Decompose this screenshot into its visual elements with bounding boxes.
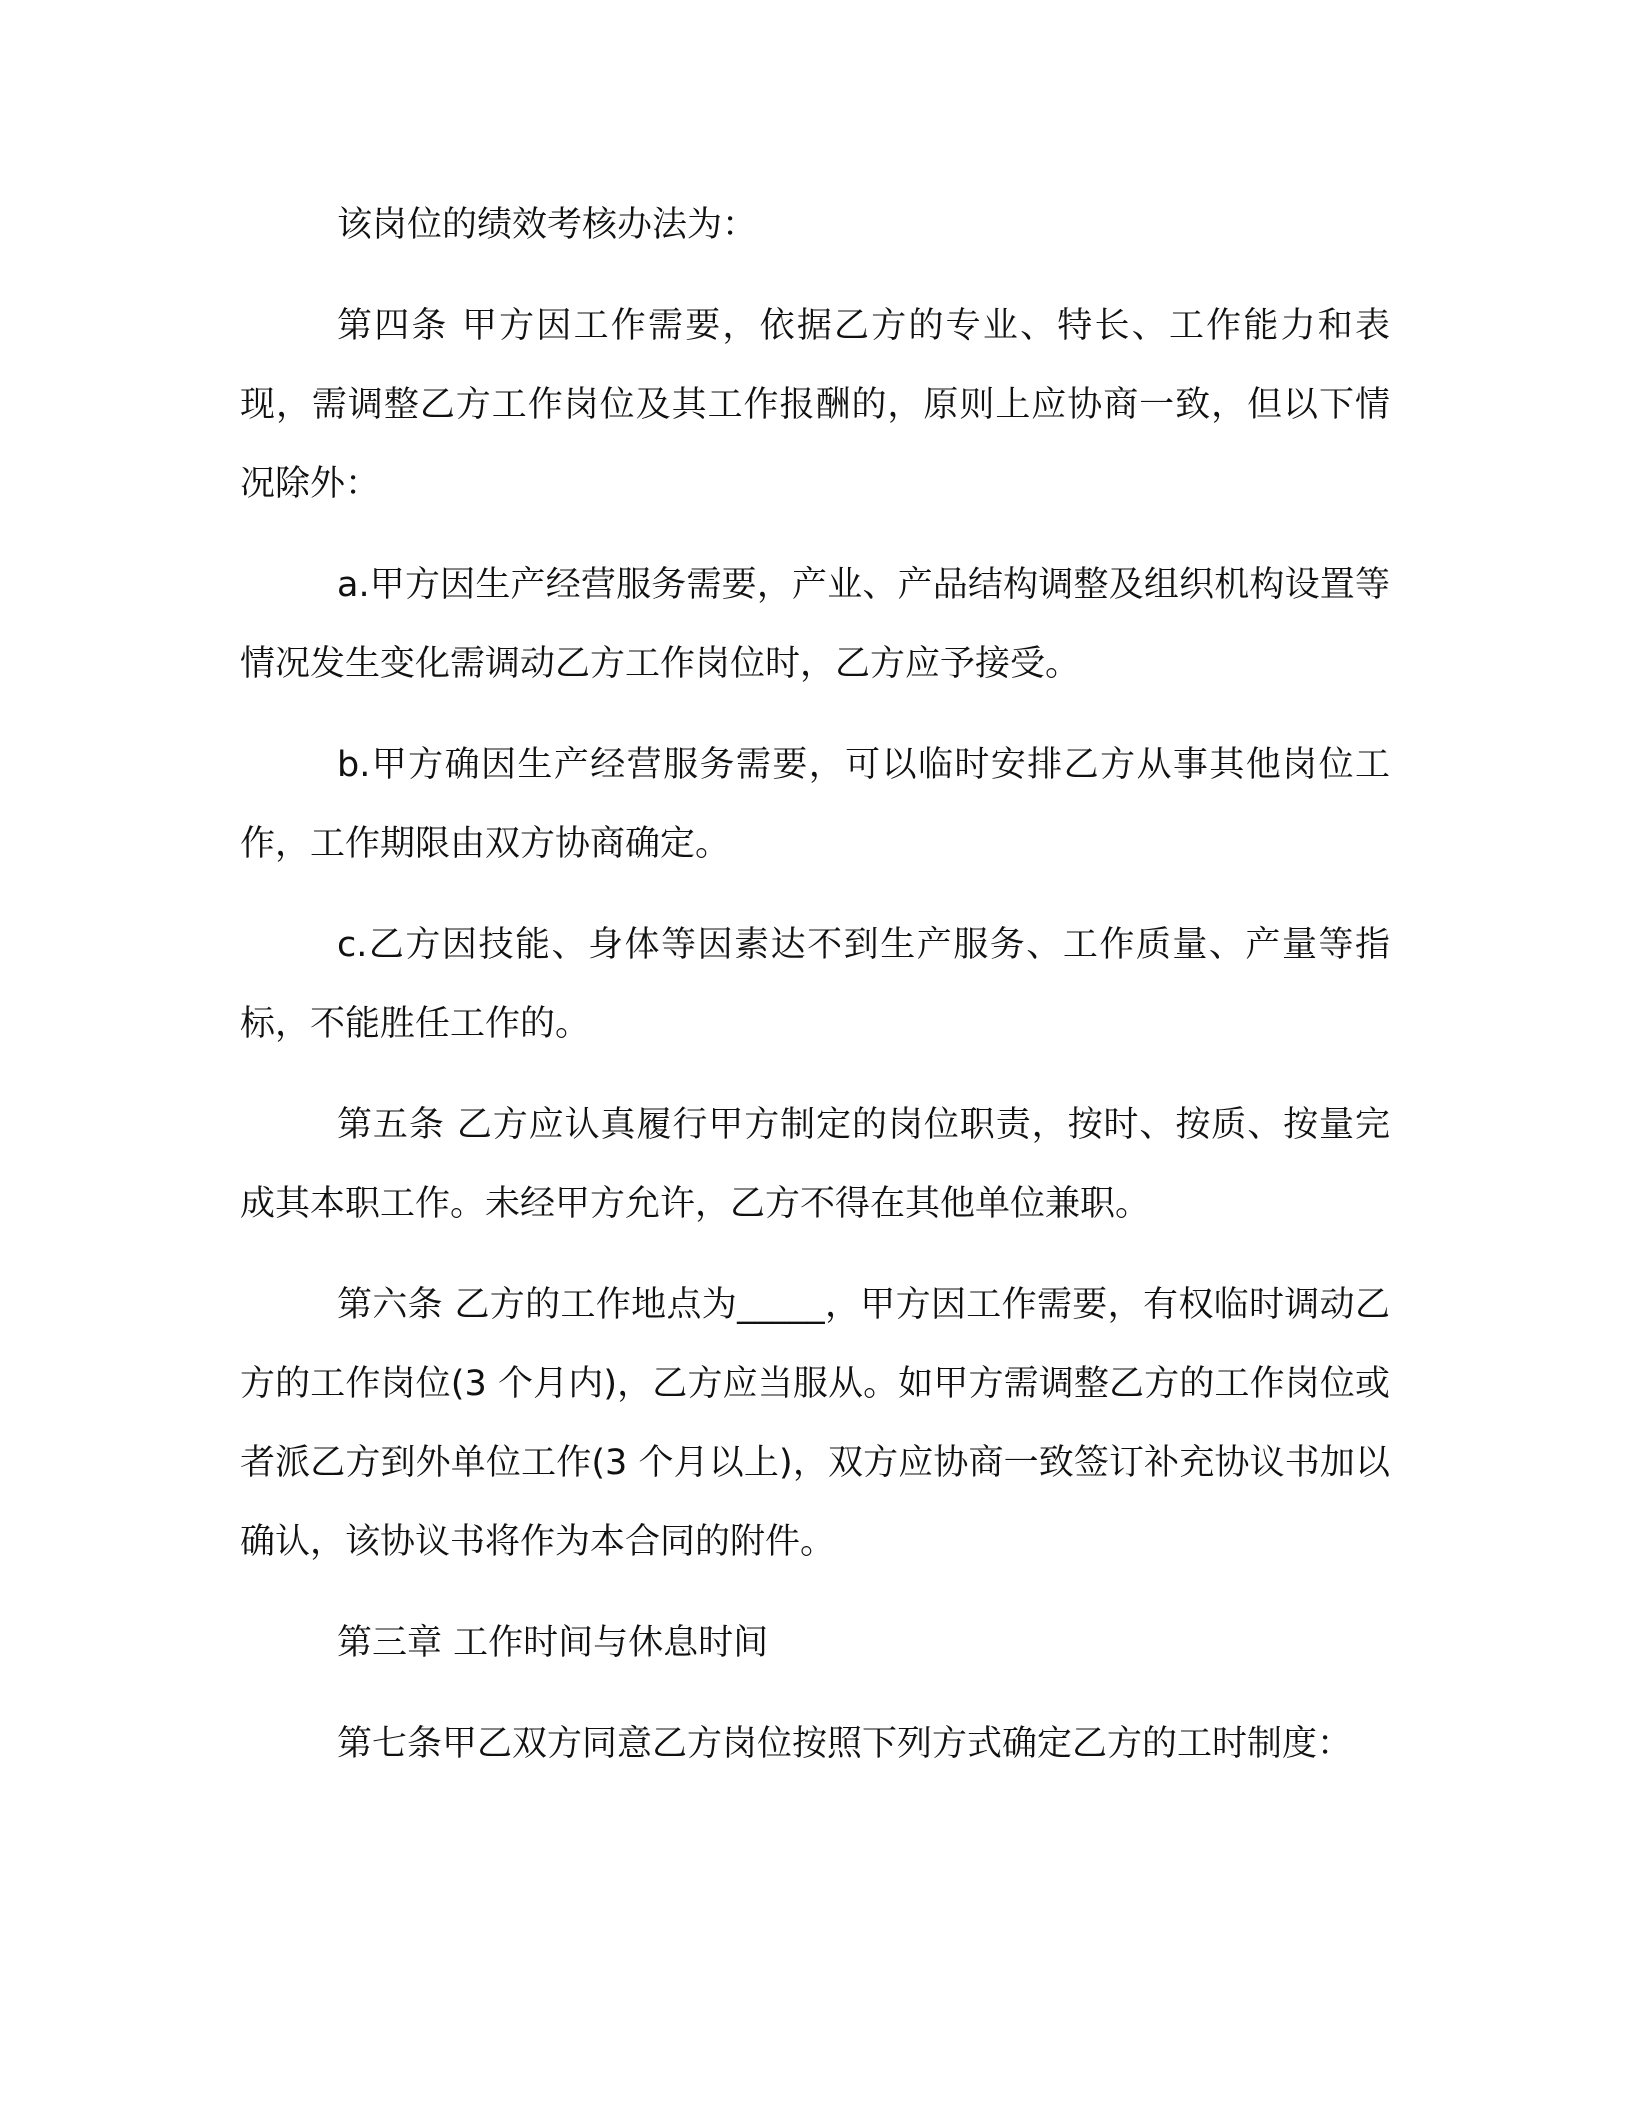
paragraph-item-a: a.甲方因生产经营服务需要，产业、产品结构调整及组织机构设置等情况发生变化需调动乙方工作岗位时，乙方应予接受。: [240, 565, 1390, 684]
paragraph-article-4: 第四条 甲方因工作需要，依据乙方的专业、特长、工作能力和表现，需调整乙方工作岗位及其工作报酬的，原则上应协商一致，但以下情况除外：: [240, 306, 1390, 504]
paragraph-article-5: 第五条 乙方应认真履行甲方制定的岗位职责，按时、按质、按量完成其本职工作。未经甲方允许，乙方不得在其他单位兼职。: [240, 1105, 1390, 1224]
chapter-3-heading: 第三章 工作时间与休息时间: [337, 1623, 769, 1663]
paragraph-item-b: b.甲方确因生产经营服务需要，可以临时安排乙方从事其他岗位工作，工作期限由双方协商确定。: [240, 745, 1390, 864]
paragraph-item-c: c.乙方因技能、身体等因素达不到生产服务、工作质量、产量等指标，不能胜任工作的。: [240, 925, 1390, 1044]
document-body: [240, 186, 1390, 1806]
paragraph-article-7: 第七条甲乙双方同意乙方岗位按照下列方式确定乙方的工时制度：: [337, 1724, 1353, 1764]
paragraph-article-6: 第六条 乙方的工作地点为_____，甲方因工作需要，有权临时调动乙方的工作岗位(3 个月内)，乙方应当服从。如甲方需调整乙方的工作岗位或者派乙方到外单位工作(3 个月以上)，双方应协商一致签订补充协议书加以确认，该协议书将作为本合同的附件。: [240, 1285, 1390, 1562]
paragraph-performance-assessment: 该岗位的绩效考核办法为：: [337, 205, 758, 245]
